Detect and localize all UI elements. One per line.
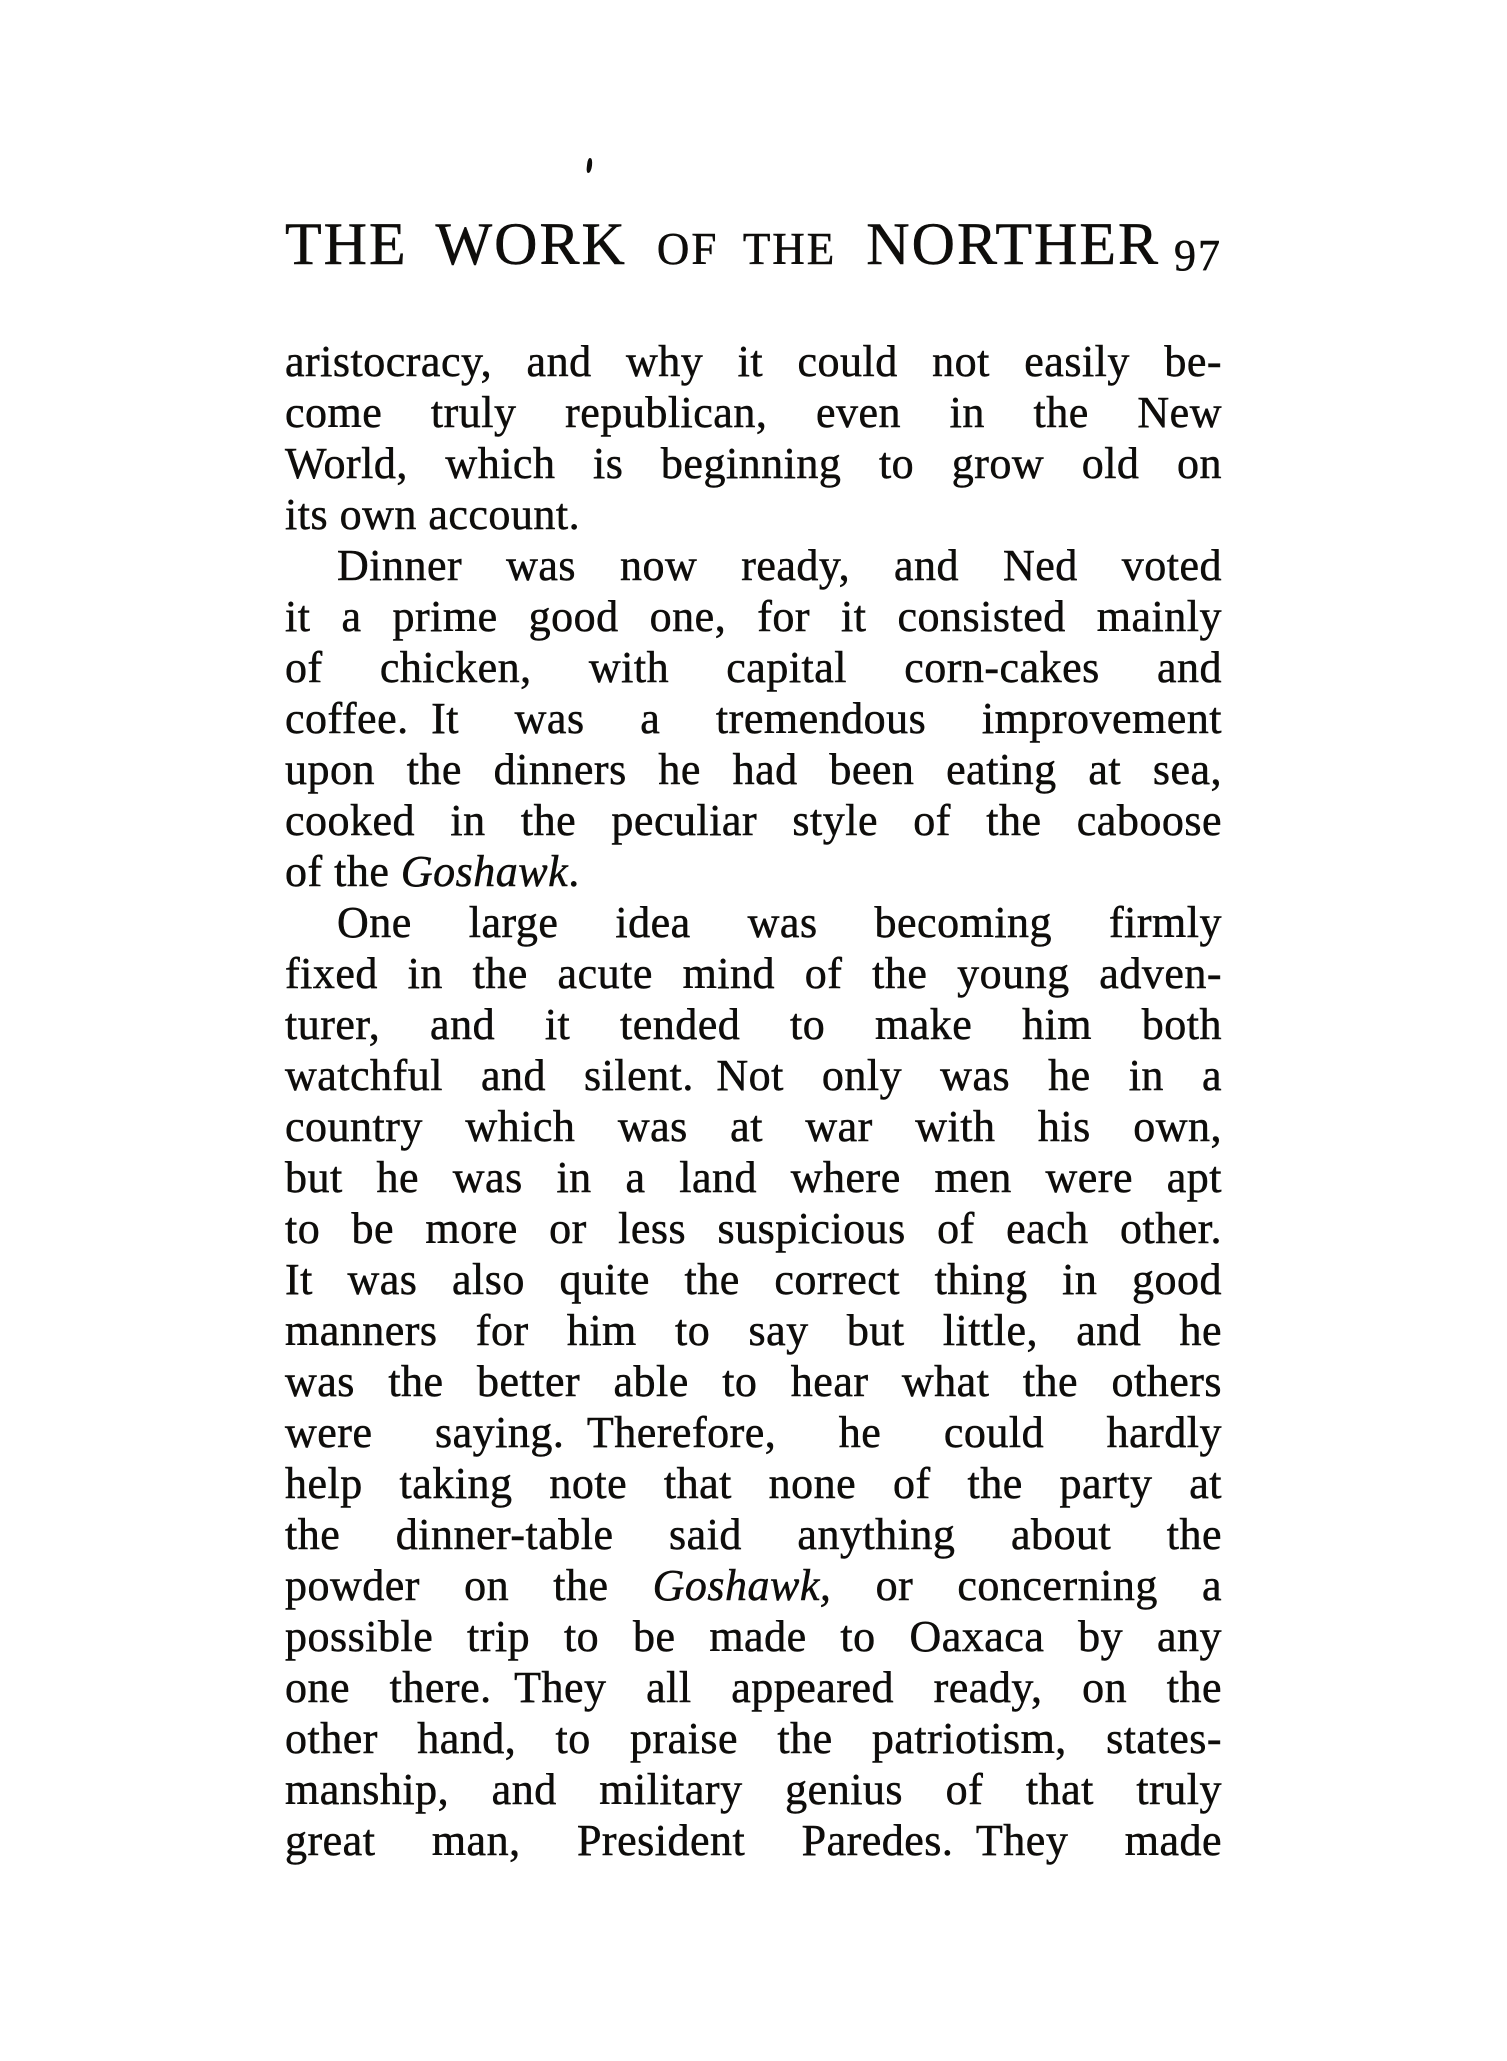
text-line (285, 897, 1222, 948)
text-line (285, 744, 1222, 795)
text-line (285, 489, 1222, 540)
text-segment: were saying. Therefore, he could hardly (285, 1408, 1222, 1457)
text-line (285, 1305, 1222, 1356)
text-line (285, 1203, 1222, 1254)
text-line (285, 642, 1222, 693)
text-line (285, 1458, 1222, 1509)
text-segment: its own account. (285, 490, 581, 539)
text-segment: World, which is beginning to grow old on (285, 439, 1222, 488)
title-part-leading: THE WORK (285, 211, 627, 277)
text-segment: turer, and it tended to make him both (285, 1000, 1222, 1049)
text-segment: help taking note that none of the party at (285, 1459, 1222, 1508)
ink-speck-artifact (586, 158, 593, 173)
ship-name-italic: Goshawk, (652, 1561, 832, 1610)
text-line (285, 591, 1222, 642)
text-line (285, 693, 1222, 744)
text-segment: One large idea was becoming firmly (337, 898, 1222, 947)
text-line (285, 846, 1222, 897)
text-segment: other hand, to praise the patriotism, states- (285, 1714, 1222, 1763)
text-line (285, 1050, 1222, 1101)
text-line (285, 1662, 1222, 1713)
text-segment: come truly republican, even in the New (285, 388, 1222, 437)
text-segment: aristocracy, and why it could not easily be- (285, 337, 1222, 386)
text-segment: watchful and silent. Not only was he in a (285, 1051, 1222, 1100)
text-segment: or concerning a (831, 1561, 1222, 1610)
text-segment: It was also quite the correct thing in good (285, 1255, 1222, 1304)
text-segment: manship, and military genius of that truly (285, 1765, 1222, 1814)
text-line (285, 1152, 1222, 1203)
text-line (285, 999, 1222, 1050)
text-line (285, 1713, 1222, 1764)
title-part-trailing: NORTHER (866, 211, 1161, 277)
text-line (285, 795, 1222, 846)
text-line (285, 1815, 1222, 1866)
body-text (285, 336, 1222, 1866)
text-segment: great man, President Paredes. They made (285, 1816, 1222, 1865)
text-line (285, 438, 1222, 489)
text-line (285, 1560, 1222, 1611)
text-segment: one there. They all appeared ready, on the (285, 1663, 1222, 1712)
text-segment: powder on the (285, 1561, 653, 1610)
text-line (285, 387, 1222, 438)
text-line (285, 1101, 1222, 1152)
chapter-running-title (285, 211, 1174, 277)
text-segment: of chicken, with capital corn-cakes and (285, 643, 1222, 692)
text-line (285, 1407, 1222, 1458)
text-line (285, 948, 1222, 999)
text-line (285, 540, 1222, 591)
text-segment: it a prime good one, for it consisted mainly (285, 592, 1222, 641)
text-segment: possible trip to be made to Oaxaca by any (285, 1612, 1222, 1661)
running-header (285, 211, 1222, 280)
text-line (285, 1356, 1222, 1407)
text-segment: . (568, 847, 580, 896)
text-segment: upon the dinners he had been eating at sea, (285, 745, 1222, 794)
text-segment: was the better able to hear what the others (285, 1357, 1222, 1406)
text-segment: but he was in a land where men were apt (285, 1153, 1222, 1202)
text-line (285, 1254, 1222, 1305)
text-line (285, 336, 1222, 387)
text-segment: to be more or less suspicious of each other. (285, 1204, 1222, 1253)
page-number: 97 (1174, 231, 1222, 280)
text-segment: cooked in the peculiar style of the caboose (285, 796, 1222, 845)
text-segment: fixed in the acute mind of the young adven- (285, 949, 1222, 998)
text-segment: the dinner-table said anything about the (285, 1510, 1222, 1559)
title-part-small-caps: OF THE (656, 224, 837, 274)
text-segment: of the (285, 847, 401, 896)
text-line (285, 1509, 1222, 1560)
text-line (285, 1611, 1222, 1662)
text-segment: coffee. It was a tremendous improvement (285, 694, 1222, 743)
text-segment: manners for him to say but little, and he (285, 1306, 1222, 1355)
ship-name-italic: Goshawk (400, 847, 569, 896)
text-segment: Dinner was now ready, and Ned voted (337, 541, 1222, 590)
text-line (285, 1764, 1222, 1815)
text-segment: country which was at war with his own, (285, 1102, 1222, 1151)
